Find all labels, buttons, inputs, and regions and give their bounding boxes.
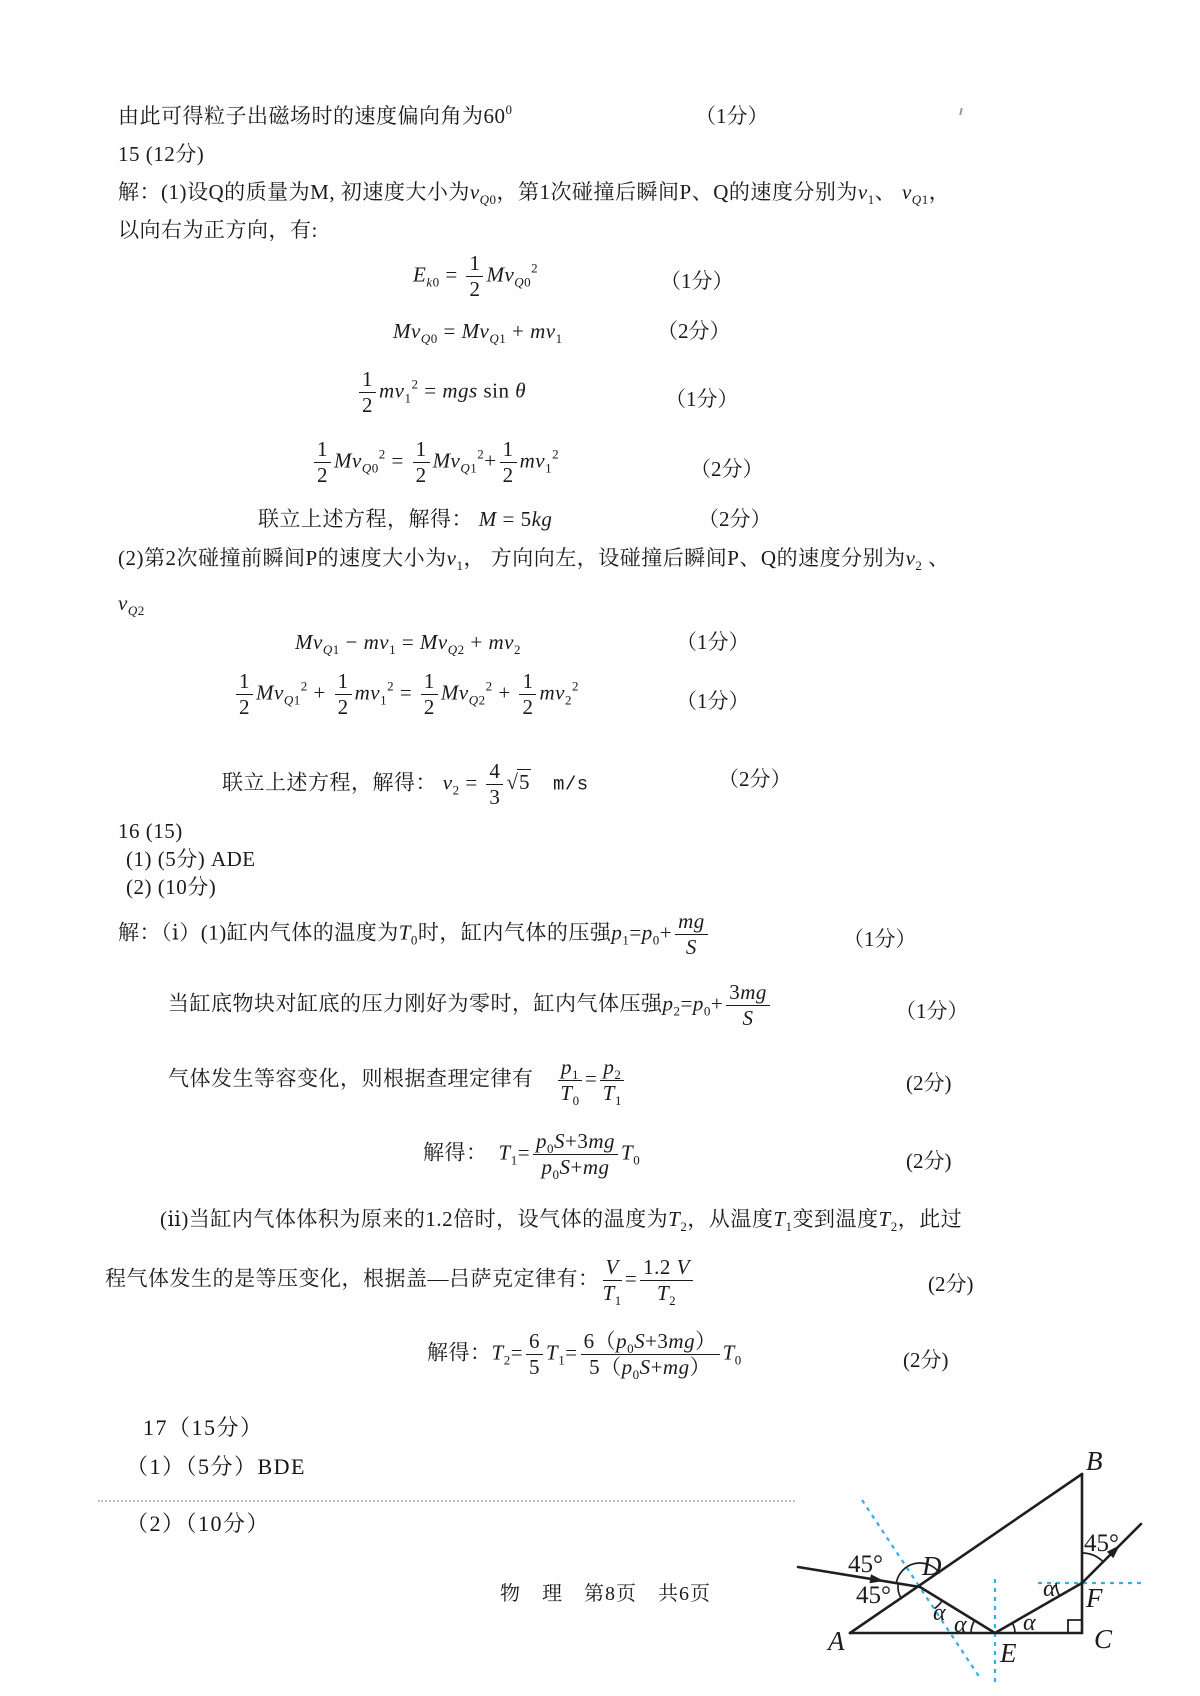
angle-45-exit-label: 45° bbox=[1084, 1530, 1119, 1557]
equation-energy-conservation-1: $\frac{1}{2}$ $Mv_{Q0}^2$ = $\frac{1}{2}$ $Mv_{Q1}^2+$ $\frac{1}{2}$ $mv_1^2$ bbox=[311, 438, 559, 487]
q15-vq2-symbol: $v_{Q2}$ bbox=[118, 591, 145, 618]
arc-45-bottom bbox=[898, 1583, 902, 1599]
gas-pressure-line-2: 当缸底物块对缸底的压力刚好为零时，缸内气体压强$p_2=p_0+$ $\frac{3mg}{S}$ bbox=[168, 981, 773, 1030]
question-17-header: 17（15分） bbox=[143, 1415, 264, 1440]
question-15-header: 15 (12分) bbox=[118, 142, 205, 166]
charles-law-line: 气体发生等容变化，则根据查理定律有 $\frac{p_1}{T_0}$ = $\frac{p_2}{T_1}$ bbox=[168, 1056, 627, 1105]
score-label: （1分） bbox=[843, 927, 917, 951]
point-label-e: E bbox=[1000, 1638, 1017, 1668]
equation-kinetic-energy: $E_{k0}$ = $\frac{1}{2}$ $Mv_{Q0}^2$ bbox=[413, 251, 539, 301]
score-label: （1分） bbox=[676, 630, 750, 654]
dotted-divider bbox=[98, 1500, 795, 1502]
right-angle-marker bbox=[1068, 1620, 1082, 1633]
gas-pressure-line-1: 解：（ⅰ）(1)缸内气体的温度为$T_0$时，缸内气体的压强$p_1=p_0+$ $\frac{mg}{S}$ bbox=[118, 910, 711, 959]
angle-45-bottom-label: 45° bbox=[856, 1582, 891, 1609]
score-label: （2分） bbox=[657, 319, 731, 343]
score-label: (2分) bbox=[906, 1071, 952, 1095]
point-label-a: A bbox=[828, 1626, 845, 1656]
q15-part2-line: (2)第2次碰撞前瞬间P的速度大小为$v_1$， 方向向左，设碰撞后瞬间P、Q的速度分别为$v_2$ 、 bbox=[118, 546, 950, 573]
arc-alpha-f bbox=[1056, 1583, 1060, 1596]
score-label: （2分） bbox=[718, 767, 792, 791]
q15-setup-line: 解：(1)设Q的质量为M, 初速度大小为$v_{Q0}$，第1次碰撞后瞬间P、Q的速度分别为$v_1$、 $v_{Q1}$， bbox=[118, 180, 951, 207]
optics-prism-diagram bbox=[778, 1335, 1200, 1696]
page-footer: 物 理 第8页 共6页 bbox=[500, 1583, 711, 1605]
gay-lussac-law-line: 程气体发生的是等压变化，根据盖—吕萨克定律有： $\frac{V}{T_1}$ = $\frac{1.2 V}{T_2}$ bbox=[105, 1256, 696, 1305]
equation-momentum-1: $Mv_{Q0} = Mv_{Q1} + mv_1$ bbox=[393, 319, 563, 346]
line-deflection-angle: 由此可得粒子出磁场时的速度偏向角为$60^0$ bbox=[118, 102, 513, 128]
scan-artifact bbox=[959, 108, 962, 115]
score-label: (2分) bbox=[928, 1272, 974, 1296]
score-label: （1分） bbox=[660, 269, 734, 293]
triangle-side-ab bbox=[850, 1474, 1082, 1633]
alpha-f-label: α bbox=[1043, 1576, 1056, 1602]
arc-alpha-e-right bbox=[1012, 1623, 1015, 1633]
point-label-b: B bbox=[1086, 1446, 1103, 1476]
equation-energy-conservation-2: $\frac{1}{2}$ $Mv_{Q1}^2$ + $\frac{1}{2}$ $mv_1^2$ = $\frac{1}{2}$ $Mv_{Q2}^2$ + $\frac{1}{2}$ $mv_2^2$ bbox=[233, 670, 579, 719]
score-label: （2分） bbox=[698, 507, 772, 531]
score-label: （1分） bbox=[676, 689, 750, 713]
score-label: （1分） bbox=[695, 104, 769, 128]
angle-45-top-label: 45° bbox=[848, 1551, 883, 1578]
alpha-d-label: α bbox=[933, 1600, 946, 1626]
solve-t1-line: 解得： $T_1=$ $\frac{p_0S+3mg}{p_0S+mg}$ $T_0$ bbox=[423, 1129, 641, 1182]
q16-part2-header: (2) (10分) bbox=[126, 875, 217, 899]
score-label: （2分） bbox=[690, 457, 764, 481]
score-label: （1分） bbox=[665, 387, 739, 411]
point-label-c: C bbox=[1094, 1624, 1113, 1654]
solve-t2-line: 解得：$T_2=$ $\frac{6}{5}$ $T_1=$ $\frac{6(p_0S+3mg)}{5(p_0S+mg)}$ $T_0$ bbox=[427, 1329, 742, 1382]
arc-alpha-e-left bbox=[971, 1620, 975, 1633]
q17-answer-bde: （1）（5分）BDE bbox=[126, 1454, 307, 1479]
equation-energy-slope: $\frac{1}{2}$ $mv_1^2$ = mgs sin θ bbox=[356, 368, 526, 417]
point-label-d: D bbox=[922, 1551, 942, 1581]
equation-momentum-2: $Mv_{Q1} - mv_1 = Mv_{Q2} + mv_2$ bbox=[295, 630, 521, 657]
alpha-e-right-label: α bbox=[1023, 1610, 1036, 1636]
score-label: （1分） bbox=[895, 999, 969, 1023]
reflected-ray-ef bbox=[995, 1583, 1082, 1633]
score-label: (2分) bbox=[903, 1348, 949, 1372]
gas-volume-line-1: (ⅱ)当缸内气体体积为原来的1.2倍时，设气体的温度为$T_2$，从温度$T_1$变到温度$T_2$，此过 bbox=[160, 1207, 963, 1234]
q15-direction-line: 以向右为正方向，有: bbox=[118, 218, 318, 242]
solve-velocity-line: 联立上述方程，解得： $v_2$ = $\frac{4}{3}$ √5 m/s bbox=[222, 759, 589, 809]
point-label-f: F bbox=[1086, 1583, 1103, 1613]
score-label: (2分) bbox=[906, 1149, 952, 1173]
q16-answer-ade: (1) (5分) ADE bbox=[126, 847, 256, 871]
q17-part2-header: （2）（10分） bbox=[126, 1511, 271, 1536]
question-16-header: 16 (15) bbox=[118, 819, 183, 843]
alpha-e-left-label: α bbox=[954, 1612, 967, 1638]
solve-mass-line: 联立上述方程，解得： M = 5kg bbox=[258, 507, 553, 531]
